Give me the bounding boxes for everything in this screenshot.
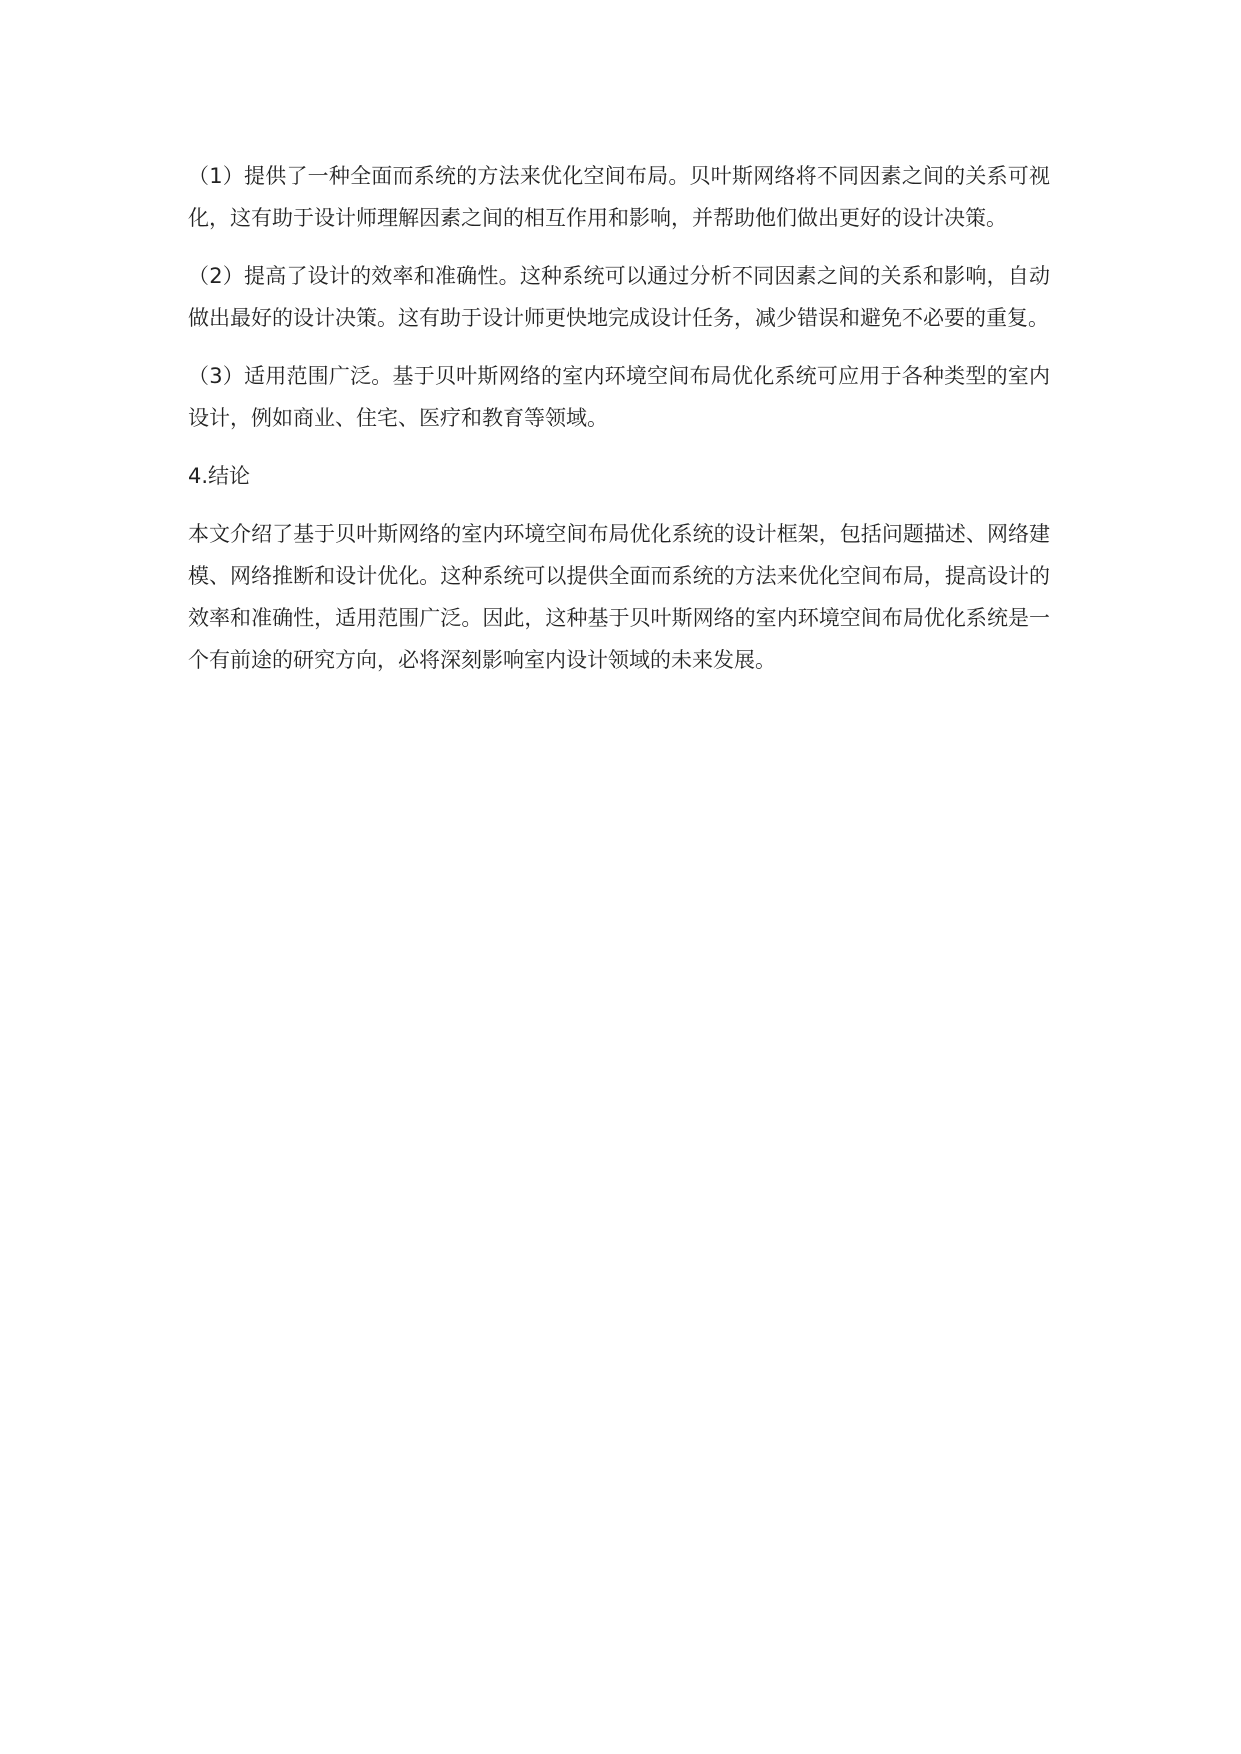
paragraph-advantage-1: （1）提供了一种全面而系统的方法来优化空间布局。贝叶斯网络将不同因素之间的关系可视化，这有助于设计师理解因素之间的相互作用和影响，并帮助他们做出更好的设计决策。 xyxy=(188,164,1050,230)
document-body xyxy=(188,155,1050,697)
paragraph-conclusion: 本文介绍了基于贝叶斯网络的室内环境空间布局优化系统的设计框架，包括问题描述、网络建模、网络推断和设计优化。这种系统可以提供全面而系统的方法来优化空间布局，提高设计的效率和准确性，适用范围广泛。因此，这种基于贝叶斯网络的室内环境空间布局优化系统是一个有前途的研究方向，必将深刻影响室内设计领域的未来发展。 xyxy=(188,522,1050,672)
paragraph-advantage-3: （3）适用范围广泛。基于贝叶斯网络的室内环境空间布局优化系统可应用于各种类型的室内设计，例如商业、住宅、医疗和教育等领域。 xyxy=(188,364,1050,430)
paragraph-advantage-2: （2）提高了设计的效率和准确性。这种系统可以通过分析不同因素之间的关系和影响，自动做出最好的设计决策。这有助于设计师更快地完成设计任务，减少错误和避免不必要的重复。 xyxy=(188,264,1050,330)
section-heading-conclusion: 4.结论 xyxy=(188,464,251,488)
